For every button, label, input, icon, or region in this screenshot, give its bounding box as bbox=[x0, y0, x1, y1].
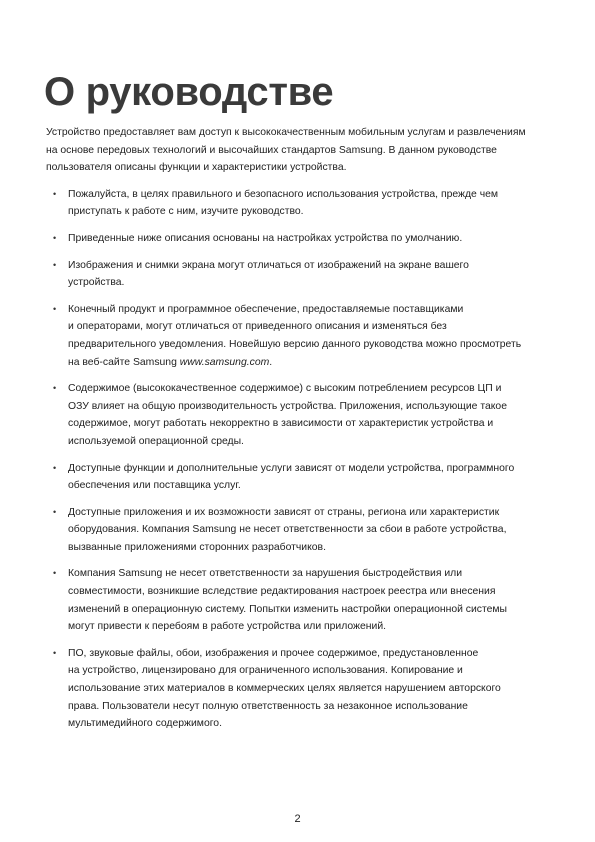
bullet-item bbox=[46, 565, 551, 635]
bullet-item bbox=[46, 257, 551, 292]
bullet-icon: • bbox=[53, 506, 57, 517]
bullet-text: Доступные функции и дополнительные услуги зависят от модели устройства, программного обеспечения или поставщика услуг. bbox=[68, 462, 515, 492]
bullet-text: Изображения и снимки экрана могут отличаться от изображений на экране вашего устройства. bbox=[68, 259, 469, 289]
bullet-icon: • bbox=[53, 303, 57, 314]
bullet-icon: • bbox=[53, 259, 57, 270]
bullet-item bbox=[46, 186, 551, 221]
bullet-list bbox=[46, 186, 551, 733]
samsung-url-link[interactable]: www.samsung.com bbox=[179, 356, 270, 368]
page-content bbox=[46, 124, 551, 742]
bullet-text: Приведенные ниже описания основаны на настройках устройства по умолчанию. bbox=[68, 232, 463, 244]
bullet-item bbox=[46, 380, 551, 450]
bullet-icon: • bbox=[53, 232, 57, 243]
bullet-text: ПО, звуковые файлы, обои, изображения и прочее содержимое, предустановленное на устройство, лицензировано для ограниченного использования. Копирование и использование этих материалов в коммерческих целях является нарушением авторского права. Пользователи несут полную ответственность за незаконное использование мультимедийного содержимого. bbox=[68, 647, 501, 730]
bullet-text: Доступные приложения и их возможности зависят от страны, региона или характеристик оборудования. Компания Samsung не несет ответственности за сбои в работе устройства, вызванные приложениями сторонних разработчиков. bbox=[68, 506, 507, 553]
bullet-text: Конечный продукт и программное обеспечение, предоставляемые поставщиками и операторами, могут отличаться от приведенного описания и изменяться без предварительного уведомления. Новейшую версию данного руководства можно просмотреть на веб-сайте Samsung bbox=[68, 303, 522, 368]
bullet-icon: • bbox=[53, 568, 57, 579]
bullet-icon: • bbox=[53, 462, 57, 473]
bullet-item bbox=[46, 645, 551, 733]
bullet-icon: • bbox=[53, 188, 57, 199]
bullet-item bbox=[46, 504, 551, 557]
bullet-text: Пожалуйста, в целях правильного и безопасного использования устройства, прежде чем приступать к работе с ним, изучите руководство. bbox=[68, 188, 499, 218]
bullet-item bbox=[46, 301, 551, 371]
bullet-icon: • bbox=[53, 383, 57, 394]
bullet-text: Компания Samsung не несет ответственности за нарушения быстродействия или совместимости, возникшие вследствие редактирования настроек реестра или внесения изменений в операционную систему. Попытки изменить настройки операционной системы могут привести к перебоям в работе устройства или приложений. bbox=[68, 568, 508, 633]
bullet-suffix: . bbox=[269, 356, 273, 368]
page-title: О руководстве bbox=[44, 70, 334, 114]
intro-paragraph: Устройство предоставляет вам доступ к высококачественным мобильным услугам и развлечениям на основе передовых технологий и высочайших стандартов Samsung. В данном руководстве пользователя описаны функции и характеристики устройства. bbox=[46, 127, 526, 174]
page-number: 2 bbox=[294, 813, 301, 825]
bullet-text: Содержимое (высококачественное содержимое) с высоким потреблением ресурсов ЦП и ОЗУ влияет на общую производительность устройства. Приложения, использующие такое содержимое, могут работать некорректно в зависимости от характеристик устройства и используемой операционной среды. bbox=[68, 383, 507, 447]
bullet-item bbox=[46, 230, 551, 248]
bullet-icon: • bbox=[53, 647, 57, 658]
bullet-item bbox=[46, 460, 551, 495]
